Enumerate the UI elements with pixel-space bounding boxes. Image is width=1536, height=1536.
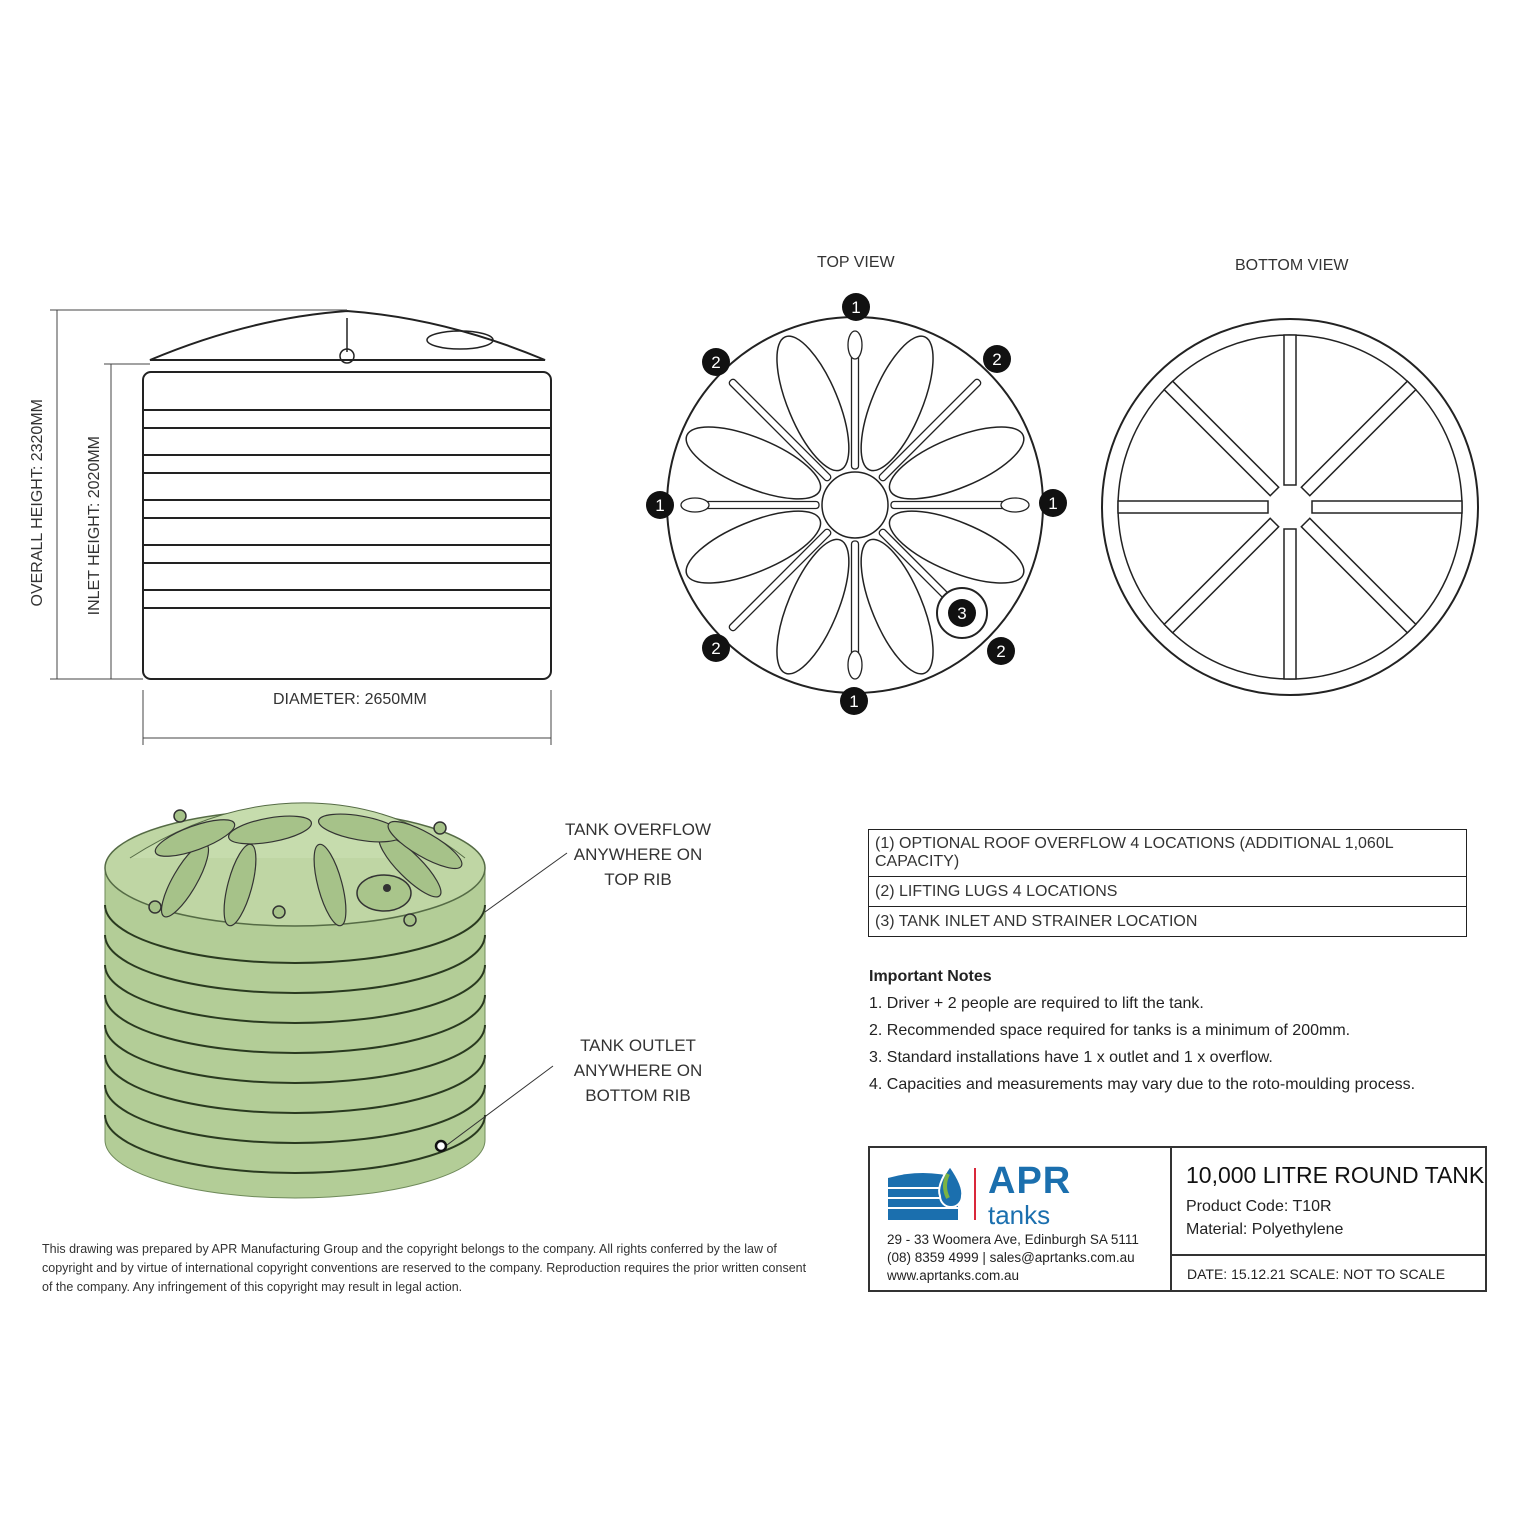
base-rib [1118,501,1268,513]
logo-sub: tanks [988,1200,1051,1230]
drawing-info [1172,1148,1485,1290]
legend-table [868,829,1467,937]
base-rib-bar [1118,501,1268,513]
roof-rib [848,331,862,469]
marker-number: 1 [851,298,861,317]
copyright-notice: This drawing was prepared by APR Manufacturing Group and the copyright belongs to the company. All rights conferred by the law of copyright and by virtue of international copyright conventions are reserved to the company. Reproduction requires the prior written consent of the company. Any infringement of this copyright may result in legal action. [42,1242,807,1294]
base-rib [1284,335,1296,485]
tank-3d-lug [273,906,285,918]
roof-rib-bar [699,502,819,509]
base-rib [1312,501,1462,513]
notes-title: Important Notes [869,968,992,985]
note-item: 2. Recommended space required for tanks is a minimum of 200mm. [869,1022,1351,1039]
roof-rib-bar [891,502,1011,509]
outlet-callout [548,1033,728,1108]
marker-number: 2 [711,353,721,372]
date-scale: DATE: 15.12.21 SCALE: NOT TO SCALE [1187,1266,1446,1282]
roof-rib [848,541,862,679]
product-code: Product Code: T10R [1186,1198,1332,1215]
legend-row [869,830,1467,877]
legend-item: (3) TANK INLET AND STRAINER LOCATION [869,907,1467,937]
marker-number: 1 [655,496,665,515]
phone-email: (08) 8359 4999 | sales@aprtanks.com.au [887,1250,1135,1265]
top-view-drawing [646,293,1067,715]
top-view-label: TOP VIEW [817,254,895,271]
legend-row [869,877,1467,907]
company-info [870,1148,1172,1290]
diameter-label: DIAMETER: 2650MM [273,691,427,708]
roof-rib-bar [728,528,832,632]
title-block-divider [1172,1254,1485,1256]
roof-rib [728,378,832,482]
callout-line: TANK OVERFLOW [564,820,712,839]
legend-item: (1) OPTIONAL ROOF OVERFLOW 4 LOCATIONS (ADDITIONAL 1,060L CAPACITY) [869,830,1467,877]
company-contact [887,1231,1139,1285]
address: 29 - 33 Woomera Ave, Edinburgh SA 5111 [887,1232,1139,1247]
roof-rib-bar [728,378,832,482]
marker-number: 1 [1048,494,1058,513]
overflow-outlet [1001,498,1029,512]
top-view-center-hub [822,472,888,538]
roof-rib-bar [878,378,982,482]
roof-rib [681,498,819,512]
marker-number: 1 [849,692,859,711]
title-block [868,1146,1487,1292]
overflow-outlet [848,331,862,359]
legend-row [869,907,1467,937]
marker-number: 2 [992,350,1002,369]
note-item: 3. Standard installations have 1 x outlet and 1 x overflow. [869,1049,1273,1066]
base-rib-bar [1164,518,1279,633]
logo-word: APR [988,1160,1072,1202]
bottom-view-drawing [1102,319,1478,695]
roof-rib [728,528,832,632]
base-rib [1284,529,1296,679]
note-item: 4. Capacities and measurements may vary due to the roto-moulding process. [869,1076,1416,1093]
base-rib-bar [1284,529,1296,679]
important-notes [869,963,1415,1098]
marker-number: 2 [996,642,1006,661]
callout-line: BOTTOM RIB [585,1086,691,1105]
roof-rib [878,378,982,482]
tank-3d-lug [434,822,446,834]
legend-item: (2) LIFTING LUGS 4 LOCATIONS [869,877,1467,907]
base-rib-bar [1301,518,1416,633]
roof-rib-bar [852,349,859,469]
tank-3d-outlet-fitting [436,1141,446,1151]
tank-3d-inlet-lid [357,875,411,911]
overflow-outlet [681,498,709,512]
base-rib-bar [1164,381,1279,496]
callout-line: ANYWHERE ON [573,845,703,864]
roof-rib-bar [852,541,859,661]
tank-3d-lug [404,914,416,926]
tank-3d-lug [149,901,161,913]
overall-height-label: OVERALL HEIGHT: 2320MM [29,399,46,607]
tank-3d-lug [174,810,186,822]
roof-rib [891,498,1029,512]
marker-number: 3 [957,604,967,623]
marker-number: 2 [711,639,721,658]
tank-3d-render [105,803,485,1198]
logo-divider [974,1168,976,1220]
website: www.aprtanks.com.au [887,1268,1020,1283]
base-rib [1301,518,1416,633]
callout-line: TANK OUTLET [580,1036,696,1055]
overflow-callout [548,817,728,892]
drawing-title: 10,000 LITRE ROUND TANK [1186,1162,1485,1188]
side-body [143,372,551,679]
bottom-view-label: BOTTOM VIEW [1235,257,1349,274]
base-rib-bar [1301,381,1416,496]
callout-line: ANYWHERE ON [573,1061,703,1080]
base-rib-bar [1312,501,1462,513]
callout-line: TOP RIB [604,870,672,889]
base-rib-bar [1284,335,1296,485]
note-item: 1. Driver + 2 people are required to lift the tank. [869,995,1204,1012]
material: Material: Polyethylene [1186,1221,1344,1238]
apr-logo-icon [888,1164,968,1222]
overflow-outlet [848,651,862,679]
base-rib [1164,518,1279,633]
inlet-height-label: INLET HEIGHT: 2020MM [86,436,103,616]
base-rib [1164,381,1279,496]
base-rib [1301,381,1416,496]
side-elevation [50,310,551,745]
